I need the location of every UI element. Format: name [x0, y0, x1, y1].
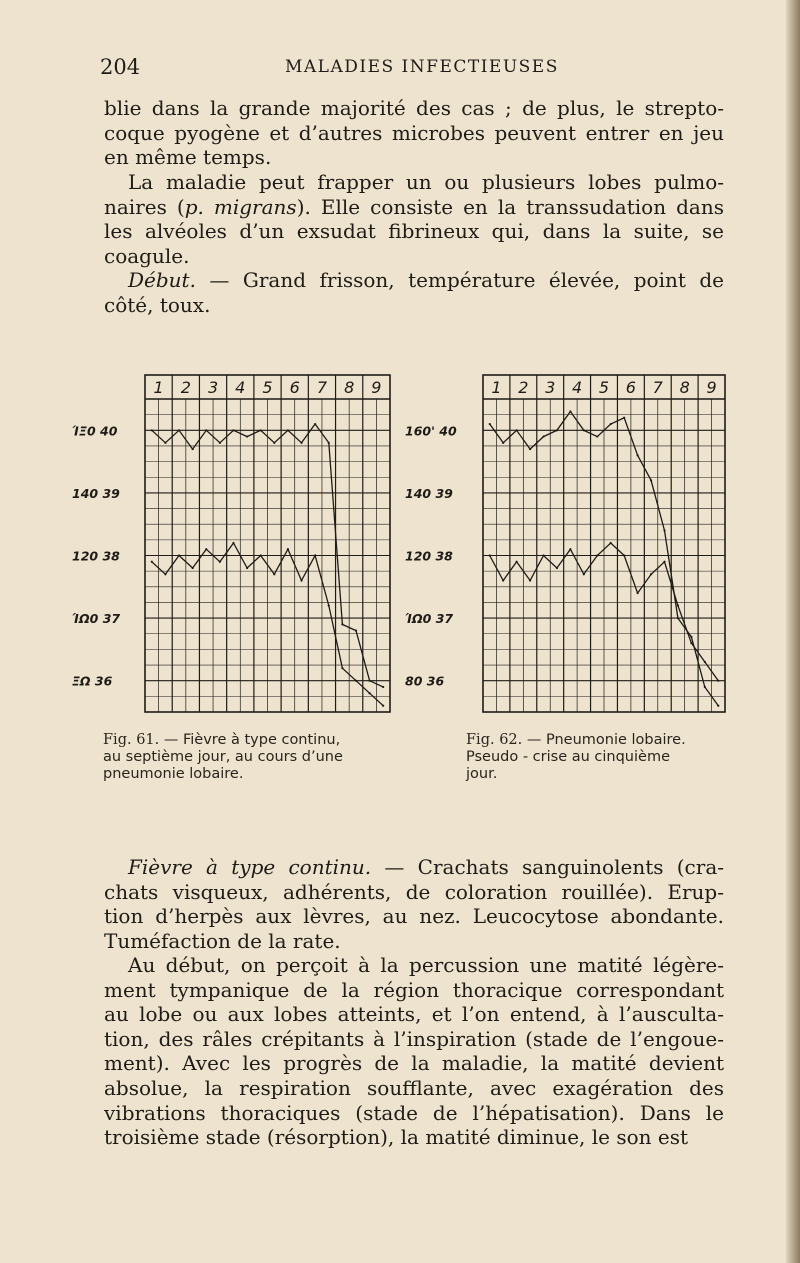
- temperature-point: [516, 429, 518, 431]
- day-label: 9: [706, 378, 717, 397]
- pulse-point: [677, 604, 679, 606]
- day-label: 1: [491, 378, 502, 397]
- caption-fig-61: [103, 732, 413, 783]
- pulse-point: [341, 667, 343, 669]
- temperature-point: [246, 435, 248, 437]
- temperature-point: [677, 617, 679, 619]
- pulse-point: [704, 661, 706, 663]
- pulse-point: [205, 548, 207, 550]
- caption-fig-62: [466, 732, 766, 783]
- y-axis-label: 140 39: [405, 485, 453, 501]
- temperature-point: [489, 423, 491, 425]
- temperature-point: [556, 429, 558, 431]
- pulse-point: [583, 573, 585, 575]
- running-title: MALADIES INFECTIEUSES: [285, 57, 559, 77]
- section-lead: Début.: [128, 268, 196, 292]
- text-line: en même temps.: [104, 145, 272, 170]
- pulse-point: [637, 592, 639, 594]
- day-label: 2: [518, 378, 529, 397]
- text-run: — Crachats sanguinolents (cra-: [371, 855, 724, 879]
- day-label: 6: [625, 378, 636, 397]
- y-axis-label: 140 39: [72, 485, 120, 501]
- pulse-point: [192, 567, 194, 569]
- text-line: ment). Avec les progrès de la maladie, la matité devient: [104, 1051, 724, 1076]
- pulse-point: [623, 554, 625, 556]
- pulse-point: [382, 705, 384, 707]
- y-axis-label: 120 38: [405, 548, 453, 564]
- day-label: 4: [572, 378, 583, 397]
- text-line: tion, des râles crépitants à l’inspiration (stade de l’engoue-: [104, 1026, 724, 1051]
- caption-text: Pseudo - crise au cinquième: [466, 749, 670, 765]
- text-line: chats visqueux, adhérents, de coloration rouillée). Erup-: [104, 879, 724, 904]
- pulse-point: [287, 548, 289, 550]
- temperature-point: [314, 423, 316, 425]
- text-line: Au début, on perçoit à la percussion une matité légère-: [128, 953, 724, 977]
- temperature-point: [610, 423, 612, 425]
- day-label: 4: [235, 378, 246, 397]
- page-number: 204: [100, 55, 141, 79]
- text-line: ment tympanique de la région thoracique correspondant: [104, 977, 724, 1002]
- temperature-point: [273, 442, 275, 444]
- y-axis-label: ΊΩ0 37: [72, 611, 121, 627]
- figure-62: [405, 360, 735, 720]
- text-line: vibrations thoraciques (stade de l’hépatisation). Dans le: [104, 1100, 724, 1125]
- figure-number: Fig. 62.: [466, 732, 523, 748]
- temperature-point: [583, 429, 585, 431]
- temperature-point: [637, 454, 639, 456]
- pulse-point: [650, 573, 652, 575]
- y-axis-label: ΊΩ0 37: [405, 611, 454, 627]
- temperature-point: [178, 429, 180, 431]
- text-line: au lobe ou aux lobes atteints, et l’on entend, à l’ausculta-: [104, 1002, 724, 1027]
- pulse-point: [529, 579, 531, 581]
- pulse-point: [596, 554, 598, 556]
- y-axis-label: ΊΞ0 40: [72, 423, 118, 439]
- paragraph-4: [104, 855, 724, 953]
- text-line: [104, 855, 724, 880]
- pulse-point: [178, 554, 180, 556]
- text-line: coagule.: [104, 243, 190, 268]
- figure-number: Fig. 61.: [103, 732, 160, 748]
- caption-text: jour.: [466, 766, 498, 782]
- text-line: coque pyogène et d’autres microbes peuvent entrer en jeu: [104, 120, 724, 145]
- pulse-point: [314, 554, 316, 556]
- day-label: 8: [679, 378, 690, 397]
- temperature-point: [382, 686, 384, 688]
- temperature-point: [650, 479, 652, 481]
- caption-text: pneumonie lobaire.: [103, 766, 244, 782]
- day-label: 3: [545, 378, 556, 397]
- pulse-point: [368, 692, 370, 694]
- italic-term: p. migrans: [184, 194, 297, 219]
- temperature-point: [529, 448, 531, 450]
- text-line: naires (p. migrans). Elle consiste en la transsudation dans: [104, 194, 724, 219]
- pulse-point: [542, 554, 544, 556]
- section-lead: Fièvre à type continu.: [128, 855, 372, 879]
- temperature-point: [569, 410, 571, 412]
- pulse-point: [260, 554, 262, 556]
- text-line: La maladie peut frapper un ou plusieurs lobes pulmo-: [128, 170, 724, 194]
- day-label: 9: [371, 378, 382, 397]
- day-label: 5: [598, 378, 610, 397]
- page-edge: [786, 0, 800, 1263]
- day-label: 3: [207, 378, 219, 397]
- pulse-point: [489, 554, 491, 556]
- day-label: 8: [344, 378, 355, 397]
- text-line: tion d’herpès aux lèvres, au nez. Leucocytose abondante.: [104, 904, 724, 929]
- day-label: 6: [289, 378, 300, 397]
- text-line: côté, toux.: [104, 292, 211, 317]
- pulse-point: [569, 548, 571, 550]
- temperature-point: [717, 705, 719, 707]
- y-axis-label: 160' 40: [405, 423, 457, 439]
- paragraph-3: [104, 268, 724, 317]
- temperature-point: [542, 435, 544, 437]
- fever-chart-62: [405, 360, 735, 720]
- text-run: — Grand frisson, température élevée, point de: [195, 268, 724, 292]
- caption-text: — Pneumonie lobaire.: [526, 732, 686, 748]
- temperature-point: [368, 680, 370, 682]
- text-line: [104, 268, 724, 293]
- pulse-point: [502, 579, 504, 581]
- y-axis-label: 120 38: [72, 548, 120, 564]
- temperature-point: [219, 442, 221, 444]
- text-line: Tuméfaction de la rate.: [104, 928, 341, 953]
- temperature-point: [151, 429, 153, 431]
- pulse-point: [690, 642, 692, 644]
- pulse-point: [328, 604, 330, 606]
- caption-text: — Fièvre à type continu,: [163, 732, 341, 748]
- pulse-point: [164, 573, 166, 575]
- temperature-point: [260, 429, 262, 431]
- temperature-point: [623, 417, 625, 419]
- temperature-point: [164, 442, 166, 444]
- paragraph-2: [104, 170, 724, 268]
- pulse-point: [219, 561, 221, 563]
- pulse-point: [151, 561, 153, 563]
- pulse-point: [663, 561, 665, 563]
- text-line: les alvéoles d’un exsudat fibrineux qui, dans la suite, se: [104, 219, 724, 244]
- pulse-point: [355, 680, 357, 682]
- pulse-point: [246, 567, 248, 569]
- temperature-point: [300, 442, 302, 444]
- paragraph-5: [104, 953, 724, 1150]
- pulse-point: [556, 567, 558, 569]
- temperature-point: [192, 448, 194, 450]
- temperature-point: [328, 442, 330, 444]
- page-header: [100, 55, 720, 83]
- temperature-point: [502, 442, 504, 444]
- fever-chart-61: [70, 360, 400, 720]
- paragraph-1: [104, 96, 724, 170]
- y-axis-label: 80 36: [405, 673, 445, 689]
- temperature-point: [205, 429, 207, 431]
- y-axis-label: ΞΩ 36: [72, 673, 113, 689]
- figure-61: [70, 360, 400, 720]
- day-label: 1: [153, 378, 164, 397]
- text-line: absolue, la respiration soufflante, avec exagération des: [104, 1075, 724, 1100]
- pulse-point: [516, 561, 518, 563]
- temperature-point: [596, 435, 598, 437]
- day-label: 7: [316, 378, 328, 397]
- temperature-point: [704, 686, 706, 688]
- text-line: troisième stade (résorption), la matité diminue, le son est: [104, 1125, 689, 1150]
- temperature-point: [232, 429, 234, 431]
- pulse-point: [232, 542, 234, 544]
- pulse-point: [300, 579, 302, 581]
- temperature-point: [341, 623, 343, 625]
- pulse-point: [717, 680, 719, 682]
- temperature-point: [287, 429, 289, 431]
- temperature-point: [355, 630, 357, 632]
- temperature-point: [690, 636, 692, 638]
- pulse-point: [273, 573, 275, 575]
- day-label: 5: [262, 378, 273, 397]
- caption-text: au septième jour, au cours d’une: [103, 749, 343, 765]
- text-line: blie dans la grande majorité des cas ; de plus, le strepto-: [104, 96, 724, 120]
- day-label: 2: [180, 378, 191, 397]
- temperature-point: [663, 529, 665, 531]
- pulse-point: [610, 542, 612, 544]
- day-label: 7: [652, 378, 663, 397]
